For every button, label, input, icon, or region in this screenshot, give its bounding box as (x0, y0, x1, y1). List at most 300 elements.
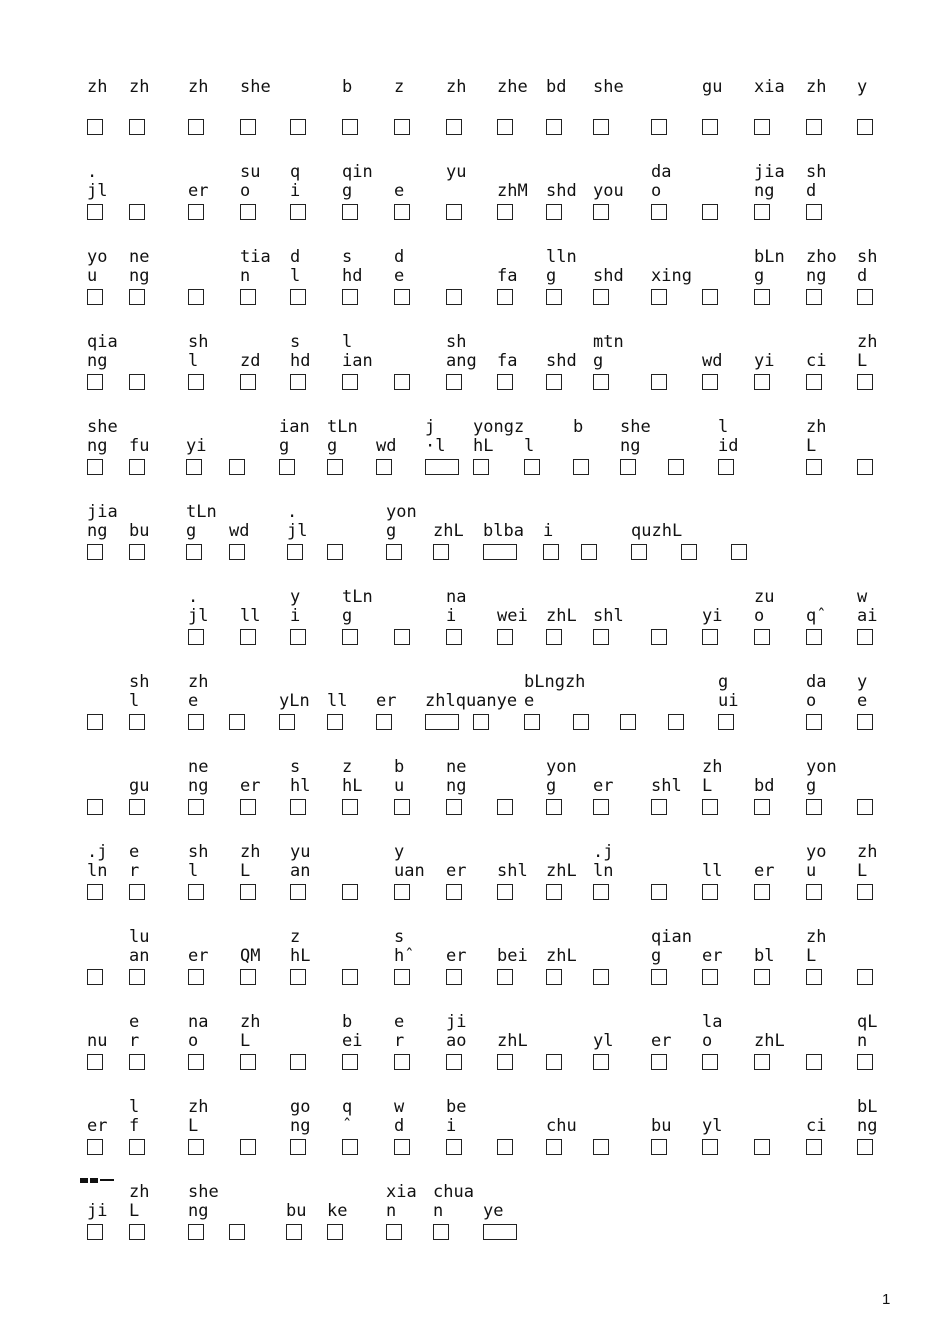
writing-box[interactable] (806, 629, 822, 645)
pinyin-lower: ng (857, 1116, 878, 1136)
writing-box[interactable] (286, 1224, 302, 1240)
writing-box[interactable] (87, 544, 103, 560)
character-cell (593, 755, 633, 825)
writing-box[interactable] (593, 289, 609, 305)
writing-box[interactable] (129, 204, 145, 220)
writing-box[interactable] (857, 374, 873, 390)
writing-box[interactable] (290, 1139, 306, 1155)
writing-box[interactable] (327, 544, 343, 560)
double-writing-box[interactable] (425, 714, 459, 730)
writing-box[interactable] (497, 374, 513, 390)
pinyin-lower: shl (651, 776, 682, 796)
writing-box[interactable] (546, 1139, 562, 1155)
writing-box[interactable] (593, 1054, 609, 1070)
writing-box[interactable] (188, 119, 204, 135)
pinyin-lower: i (446, 606, 457, 626)
writing-box[interactable] (754, 1139, 770, 1155)
writing-box[interactable] (327, 459, 343, 475)
pinyin-upper: qL (857, 1012, 878, 1032)
writing-box[interactable] (342, 629, 358, 645)
writing-box[interactable] (394, 289, 410, 305)
writing-box[interactable] (87, 969, 103, 985)
writing-box[interactable] (546, 374, 562, 390)
writing-box[interactable] (593, 1139, 609, 1155)
writing-box[interactable] (290, 374, 306, 390)
writing-box[interactable] (473, 714, 489, 730)
writing-box[interactable] (129, 119, 145, 135)
writing-box[interactable] (573, 714, 589, 730)
writing-box[interactable] (543, 544, 559, 560)
writing-box[interactable] (188, 1139, 204, 1155)
writing-box[interactable] (806, 204, 822, 220)
writing-box[interactable] (593, 799, 609, 815)
pinyin-lower: er (754, 861, 775, 881)
character-cell (497, 245, 537, 315)
character-cell (754, 245, 794, 315)
pinyin-lower: ui (718, 691, 739, 711)
writing-box[interactable] (497, 799, 513, 815)
writing-box[interactable] (386, 544, 402, 560)
writing-box[interactable] (593, 629, 609, 645)
writing-box[interactable] (342, 1054, 358, 1070)
writing-box[interactable] (497, 969, 513, 985)
pinyin-lower: ll (240, 606, 261, 626)
character-cell (702, 925, 742, 995)
writing-box[interactable] (702, 204, 718, 220)
writing-box[interactable] (857, 289, 873, 305)
writing-box[interactable] (129, 714, 145, 730)
character-cell (546, 585, 586, 655)
character-cell (702, 330, 742, 400)
writing-box[interactable] (229, 459, 245, 475)
writing-box[interactable] (651, 289, 667, 305)
character-cell (87, 415, 127, 485)
character-cell (394, 245, 434, 315)
writing-box[interactable] (433, 1224, 449, 1240)
writing-box[interactable] (240, 289, 256, 305)
character-cell (327, 670, 367, 740)
character-cell (129, 1010, 169, 1080)
writing-box[interactable] (651, 1139, 667, 1155)
writing-box[interactable] (87, 714, 103, 730)
character-cell (342, 75, 382, 145)
writing-box[interactable] (327, 714, 343, 730)
pinyin-lower: u (87, 266, 98, 286)
writing-box[interactable] (806, 1139, 822, 1155)
writing-box[interactable] (857, 714, 873, 730)
pinyin-upper: she (240, 77, 271, 97)
writing-box[interactable] (446, 119, 462, 135)
writing-box[interactable] (593, 374, 609, 390)
writing-box[interactable] (651, 969, 667, 985)
writing-box[interactable] (87, 1139, 103, 1155)
writing-box[interactable] (497, 1054, 513, 1070)
character-cell (376, 670, 416, 740)
character-cell (497, 330, 537, 400)
pinyin-lower: g (546, 776, 557, 796)
writing-box[interactable] (546, 119, 562, 135)
writing-box[interactable] (327, 1224, 343, 1240)
writing-box[interactable] (446, 1139, 462, 1155)
character-cell (188, 1180, 228, 1250)
writing-box[interactable] (229, 544, 245, 560)
writing-box[interactable] (129, 884, 145, 900)
character-cell (279, 415, 319, 485)
pinyin-upper: yu (290, 842, 311, 862)
pinyin-lower: hL (342, 776, 363, 796)
writing-box[interactable] (394, 1054, 410, 1070)
writing-box[interactable] (668, 459, 684, 475)
double-writing-box[interactable] (483, 544, 517, 560)
writing-box[interactable] (240, 799, 256, 815)
writing-box[interactable] (754, 799, 770, 815)
writing-box[interactable] (473, 459, 489, 475)
writing-box[interactable] (188, 884, 204, 900)
writing-box[interactable] (87, 289, 103, 305)
writing-box[interactable] (446, 1054, 462, 1070)
pinyin-upper: zh (240, 842, 261, 862)
writing-box[interactable] (546, 1054, 562, 1070)
writing-box[interactable] (240, 1054, 256, 1070)
pinyin-upper: zh (857, 842, 878, 862)
writing-box[interactable] (279, 714, 295, 730)
pinyin-lower: ci (806, 1116, 827, 1136)
writing-box[interactable] (702, 629, 718, 645)
character-cell (620, 415, 660, 485)
writing-box[interactable] (188, 1224, 204, 1240)
writing-box[interactable] (702, 969, 718, 985)
writing-box[interactable] (651, 629, 667, 645)
character-cell (497, 160, 537, 230)
character-cell (806, 415, 846, 485)
practice-row (0, 415, 950, 485)
writing-box[interactable] (129, 544, 145, 560)
writing-box[interactable] (188, 204, 204, 220)
character-cell (342, 755, 382, 825)
writing-box[interactable] (857, 629, 873, 645)
writing-box[interactable] (188, 1054, 204, 1070)
pinyin-lower: g (754, 266, 765, 286)
writing-box[interactable] (394, 629, 410, 645)
writing-box[interactable] (806, 459, 822, 475)
writing-box[interactable] (394, 799, 410, 815)
pinyin-upper: s (342, 247, 353, 267)
writing-box[interactable] (229, 714, 245, 730)
character-cell (394, 1095, 434, 1165)
writing-box[interactable] (240, 119, 256, 135)
writing-box[interactable] (593, 884, 609, 900)
writing-box[interactable] (188, 289, 204, 305)
writing-box[interactable] (524, 714, 540, 730)
pinyin-lower: o (240, 181, 251, 201)
character-cell (651, 160, 691, 230)
pinyin-upper: she (188, 1182, 219, 1202)
writing-box[interactable] (446, 629, 462, 645)
writing-box[interactable] (651, 119, 667, 135)
writing-box[interactable] (631, 544, 647, 560)
character-cell (188, 925, 228, 995)
writing-box[interactable] (342, 374, 358, 390)
writing-box[interactable] (497, 289, 513, 305)
pinyin-upper: yo (87, 247, 108, 267)
writing-box[interactable] (806, 884, 822, 900)
writing-box[interactable] (754, 119, 770, 135)
writing-box[interactable] (279, 459, 295, 475)
writing-box[interactable] (806, 374, 822, 390)
writing-box[interactable] (620, 714, 636, 730)
writing-box[interactable] (240, 629, 256, 645)
writing-box[interactable] (290, 884, 306, 900)
writing-box[interactable] (702, 1139, 718, 1155)
writing-box[interactable] (394, 884, 410, 900)
writing-box[interactable] (524, 459, 540, 475)
writing-box[interactable] (290, 119, 306, 135)
character-cell (857, 840, 897, 910)
pinyin-upper: zh (129, 77, 150, 97)
double-writing-box[interactable] (425, 459, 459, 475)
writing-box[interactable] (446, 884, 462, 900)
writing-box[interactable] (754, 969, 770, 985)
character-cell (857, 585, 897, 655)
pinyin-lower: n (433, 1201, 444, 1221)
writing-box[interactable] (186, 459, 202, 475)
pinyin-upper: bd (546, 77, 567, 97)
writing-box[interactable] (188, 969, 204, 985)
writing-box[interactable] (342, 204, 358, 220)
writing-box[interactable] (754, 1054, 770, 1070)
writing-box[interactable] (87, 799, 103, 815)
writing-box[interactable] (342, 119, 358, 135)
pinyin-upper: yon (806, 757, 837, 777)
pinyin-lower: shd (546, 351, 577, 371)
pinyin-lower: l (188, 351, 199, 371)
writing-box[interactable] (546, 799, 562, 815)
character-cell (129, 755, 169, 825)
writing-box[interactable] (651, 374, 667, 390)
pinyin-lower: ln (593, 861, 614, 881)
character-cell (129, 245, 169, 315)
writing-box[interactable] (240, 884, 256, 900)
writing-box[interactable] (129, 1054, 145, 1070)
writing-box[interactable] (546, 289, 562, 305)
writing-box[interactable] (394, 969, 410, 985)
writing-box[interactable] (546, 629, 562, 645)
character-cell (279, 670, 319, 740)
writing-box[interactable] (806, 969, 822, 985)
writing-box[interactable] (497, 119, 513, 135)
character-cell (425, 415, 465, 485)
writing-box[interactable] (754, 289, 770, 305)
writing-box[interactable] (806, 289, 822, 305)
character-cell (702, 755, 742, 825)
writing-box[interactable] (394, 374, 410, 390)
writing-box[interactable] (702, 119, 718, 135)
writing-box[interactable] (87, 1224, 103, 1240)
pinyin-lower: ng (87, 521, 108, 541)
pinyin-upper: bLngzh (524, 672, 586, 692)
writing-box[interactable] (290, 204, 306, 220)
writing-box[interactable] (446, 374, 462, 390)
writing-box[interactable] (87, 884, 103, 900)
writing-box[interactable] (188, 374, 204, 390)
character-cell (287, 500, 327, 570)
writing-box[interactable] (290, 289, 306, 305)
writing-box[interactable] (857, 1054, 873, 1070)
pinyin-lower: wei (497, 606, 528, 626)
character-cell (806, 330, 846, 400)
writing-box[interactable] (497, 629, 513, 645)
writing-box[interactable] (129, 289, 145, 305)
writing-box[interactable] (668, 714, 684, 730)
character-cell (394, 585, 434, 655)
character-cell (394, 75, 434, 145)
writing-box[interactable] (87, 1054, 103, 1070)
character-cell (342, 1010, 382, 1080)
writing-box[interactable] (497, 1139, 513, 1155)
writing-box[interactable] (546, 969, 562, 985)
writing-box[interactable] (290, 629, 306, 645)
writing-box[interactable] (546, 204, 562, 220)
writing-box[interactable] (376, 714, 392, 730)
writing-box[interactable] (129, 1139, 145, 1155)
writing-box[interactable] (188, 714, 204, 730)
writing-box[interactable] (754, 629, 770, 645)
pinyin-lower: an (129, 946, 150, 966)
writing-box[interactable] (129, 969, 145, 985)
writing-box[interactable] (857, 969, 873, 985)
writing-box[interactable] (806, 799, 822, 815)
writing-box[interactable] (87, 204, 103, 220)
writing-box[interactable] (240, 374, 256, 390)
pinyin-lower: zhlquanye (425, 691, 518, 711)
writing-box[interactable] (342, 884, 358, 900)
character-cell (497, 840, 537, 910)
writing-box[interactable] (620, 459, 636, 475)
writing-box[interactable] (806, 119, 822, 135)
writing-box[interactable] (394, 204, 410, 220)
writing-box[interactable] (651, 204, 667, 220)
writing-box[interactable] (342, 969, 358, 985)
writing-box[interactable] (433, 544, 449, 560)
writing-box[interactable] (188, 629, 204, 645)
writing-box[interactable] (857, 119, 873, 135)
writing-box[interactable] (857, 884, 873, 900)
practice-row (0, 755, 950, 825)
writing-box[interactable] (240, 204, 256, 220)
writing-box[interactable] (290, 799, 306, 815)
writing-box[interactable] (386, 1224, 402, 1240)
writing-box[interactable] (718, 459, 734, 475)
pinyin-lower: n (240, 266, 251, 286)
writing-box[interactable] (593, 204, 609, 220)
writing-box[interactable] (593, 119, 609, 135)
writing-box[interactable] (702, 374, 718, 390)
pinyin-lower: ng (188, 1201, 209, 1221)
writing-box[interactable] (446, 204, 462, 220)
writing-box[interactable] (287, 544, 303, 560)
pinyin-upper: g (718, 672, 729, 692)
writing-box[interactable] (718, 714, 734, 730)
writing-box[interactable] (186, 544, 202, 560)
writing-box[interactable] (129, 374, 145, 390)
writing-box[interactable] (702, 1054, 718, 1070)
writing-box[interactable] (229, 1224, 245, 1240)
writing-box[interactable] (702, 799, 718, 815)
writing-box[interactable] (702, 289, 718, 305)
writing-box[interactable] (593, 969, 609, 985)
character-cell (290, 755, 330, 825)
character-cell (546, 245, 586, 315)
writing-box[interactable] (651, 1054, 667, 1070)
writing-box[interactable] (806, 714, 822, 730)
writing-box[interactable] (342, 799, 358, 815)
pinyin-lower: ai (857, 606, 878, 626)
character-cell (229, 500, 269, 570)
writing-box[interactable] (446, 969, 462, 985)
double-writing-box[interactable] (483, 1224, 517, 1240)
writing-box[interactable] (702, 884, 718, 900)
writing-box[interactable] (446, 289, 462, 305)
writing-box[interactable] (681, 544, 697, 560)
writing-box[interactable] (497, 204, 513, 220)
character-cell (806, 840, 846, 910)
writing-box[interactable] (731, 544, 747, 560)
writing-box[interactable] (290, 1054, 306, 1070)
writing-box[interactable] (573, 459, 589, 475)
writing-box[interactable] (240, 1139, 256, 1155)
writing-box[interactable] (651, 884, 667, 900)
pinyin-lower: n (386, 1201, 397, 1221)
pinyin-lower: ll (327, 691, 348, 711)
pinyin-lower: L (188, 1116, 199, 1136)
writing-box[interactable] (394, 119, 410, 135)
writing-box[interactable] (754, 884, 770, 900)
writing-box[interactable] (651, 799, 667, 815)
writing-box[interactable] (546, 884, 562, 900)
writing-box[interactable] (87, 374, 103, 390)
writing-box[interactable] (342, 289, 358, 305)
writing-box[interactable] (290, 969, 306, 985)
pinyin-lower: d (857, 266, 868, 286)
writing-box[interactable] (857, 1139, 873, 1155)
character-cell (290, 245, 330, 315)
writing-box[interactable] (129, 459, 145, 475)
writing-box[interactable] (394, 1139, 410, 1155)
pinyin-upper: zh (87, 77, 108, 97)
writing-box[interactable] (446, 799, 462, 815)
writing-box[interactable] (342, 1139, 358, 1155)
writing-box[interactable] (129, 799, 145, 815)
writing-box[interactable] (857, 799, 873, 815)
writing-box[interactable] (754, 204, 770, 220)
writing-box[interactable] (240, 969, 256, 985)
pinyin-upper: zh (446, 77, 467, 97)
writing-box[interactable] (754, 374, 770, 390)
writing-box[interactable] (581, 544, 597, 560)
writing-box[interactable] (497, 884, 513, 900)
writing-box[interactable] (87, 459, 103, 475)
writing-box[interactable] (188, 799, 204, 815)
character-cell (87, 925, 127, 995)
writing-box[interactable] (857, 459, 873, 475)
writing-box[interactable] (806, 1054, 822, 1070)
writing-box[interactable] (376, 459, 392, 475)
pinyin-upper: na (446, 587, 467, 607)
pinyin-lower: L (129, 1201, 140, 1221)
writing-box[interactable] (87, 119, 103, 135)
writing-box[interactable] (129, 1224, 145, 1240)
pinyin-lower: hL (473, 436, 494, 456)
